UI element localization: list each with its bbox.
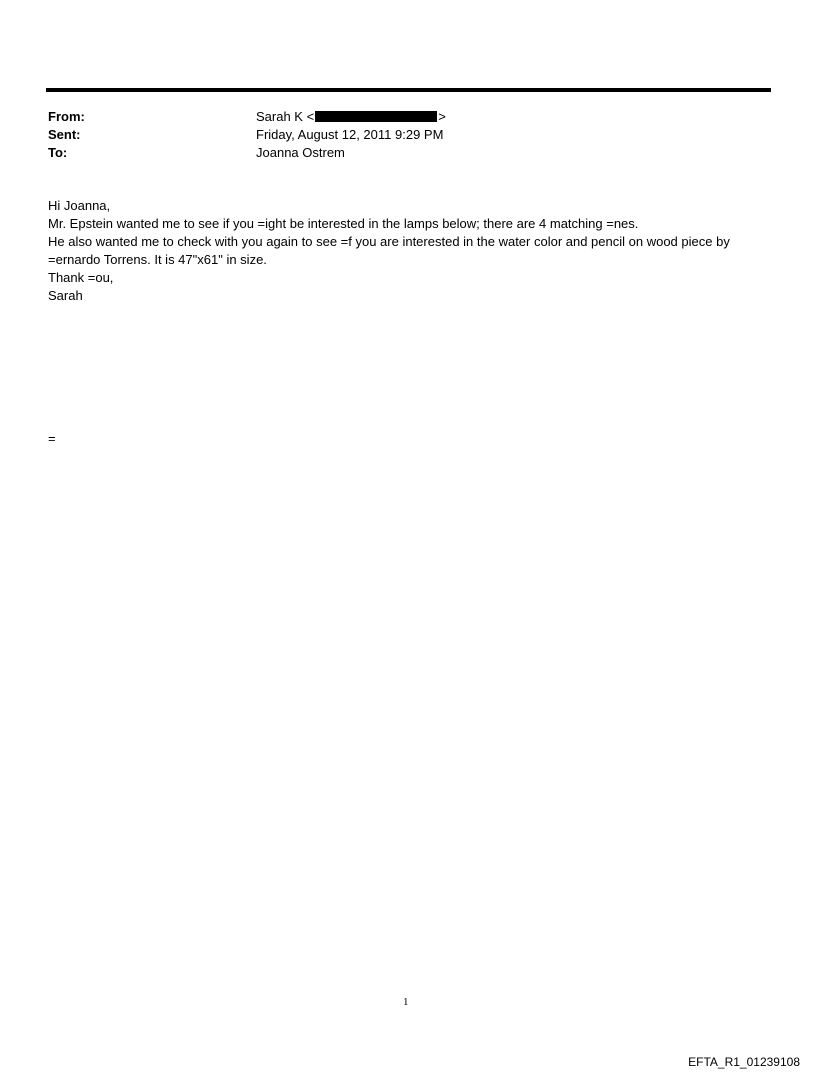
email-header bbox=[48, 108, 768, 162]
page-number: 1 bbox=[403, 996, 409, 1008]
from-close-bracket: > bbox=[438, 109, 446, 124]
to-value: Joanna Ostrem bbox=[256, 145, 345, 160]
sent-value: Friday, August 12, 2011 9:29 PM bbox=[256, 127, 444, 142]
body-line: Mr. Epstein wanted me to see if you =ight be interested in the lamps below; there are 4 matching =nes. bbox=[48, 216, 639, 231]
from-label: From: bbox=[48, 109, 85, 124]
to-label: To: bbox=[48, 145, 68, 160]
body-line: He also wanted me to check with you again to see =f you are interested in the water color and pencil on wood piece by =ernardo Torrens. It is 47"x61" in size. bbox=[48, 234, 730, 267]
from-value bbox=[256, 108, 446, 126]
to-row bbox=[48, 144, 768, 162]
sent-row bbox=[48, 126, 768, 144]
from-open-bracket: < bbox=[306, 109, 315, 124]
greeting-line: Hi Joanna, bbox=[48, 198, 111, 213]
signature-line: Sarah bbox=[48, 288, 83, 303]
header-divider bbox=[46, 88, 771, 92]
sent-label: Sent: bbox=[48, 127, 81, 142]
redaction-block bbox=[315, 111, 437, 122]
from-row bbox=[48, 108, 768, 126]
email-body bbox=[48, 197, 778, 305]
closing-line: Thank =ou, bbox=[48, 270, 114, 285]
trailing-character: = bbox=[48, 431, 56, 446]
from-name: Sarah K bbox=[256, 109, 303, 124]
document-id: EFTA_R1_01239108 bbox=[688, 1055, 800, 1069]
